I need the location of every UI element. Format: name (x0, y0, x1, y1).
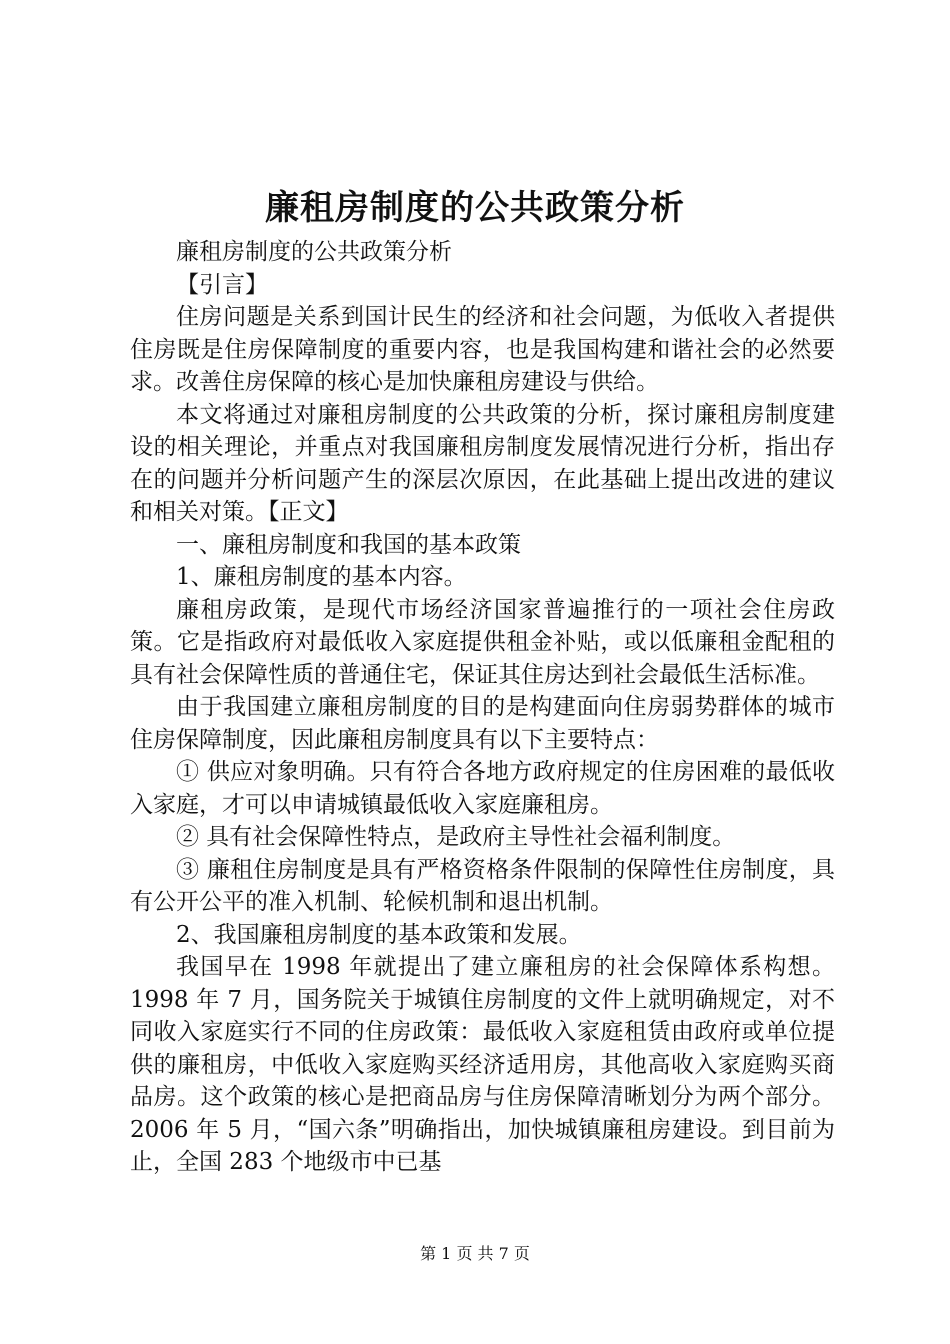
subsection-heading-2: 2、我国廉租房制度的基本政策和发展。 (176, 921, 582, 948)
document-title: 廉租房制度的公共政策分析 (265, 188, 685, 228)
page-footer: 第 1 页 共 7 页 (420, 1244, 530, 1263)
paragraph-introduction-heading: 【引言】 (176, 271, 268, 298)
subsection-heading-1: 1、廉租房制度的基本内容。 (176, 564, 467, 590)
document-body (130, 236, 835, 1179)
list-item-feature-1: ① 供应对象明确。只有符合各地方政府规定的住房困难的最低收入家庭，才可以申请城镇最低收入家庭廉租房。 (130, 759, 835, 818)
list-item-feature-2: ② 具有社会保障性特点，是政府主导性社会福利制度。 (176, 824, 736, 850)
paragraph-policy-definition: 廉租房政策，是现代市场经济国家普遍推行的一项社会住房政策。它是指政府对最低收入家庭提供租金补贴，或以低廉租金配租的具有社会保障性质的普通住宅，保证其住房达到社会最低生活标准。 (130, 596, 835, 688)
section-heading-1: 一、廉租房制度和我国的基本政策 (176, 531, 521, 558)
paragraph-features-intro: 由于我国建立廉租房制度的目的是构建面向住房弱势群体的城市住房保障制度，因此廉租房制度具有以下主要特点： (130, 694, 835, 753)
list-item-feature-3: ③ 廉租住房制度是具有严格资格条件限制的保障性住房制度，具有公开公平的准入机制、轮候机制和退出机制。 (130, 856, 835, 915)
paragraph-subtitle: 廉租房制度的公共政策分析 (176, 239, 452, 265)
paragraph-purpose: 本文将通过对廉租房制度的公共政策的分析，探讨廉租房制度建设的相关理论，并重点对我国廉租房制度发展情况进行分析，指出存在的问题并分析问题产生的深层次原因，在此基础上提出改进的建议和相关对策。【正文】 (130, 401, 835, 525)
paragraph-introduction: 住房问题是关系到国计民生的经济和社会问题，为低收入者提供住房既是住房保障制度的重要内容，也是我国构建和谐社会的必然要求。改善住房保障的核心是加快廉租房建设与供给。 (130, 304, 835, 395)
paragraph-history: 我国早在 1998 年就提出了建立廉租房的社会保障体系构想。1998 年 7 月，国务院关于城镇住房制度的文件上就明确规定，对不同收入家庭实行不同的住房政策：最低收入家庭租赁由政府或单位提供的廉租房，中低收入家庭购买经济适用房，其他高收入家庭购买商品房。这个政策的核心是把商品房与住房保障清晰划分为两个部分。2006 年 5 月，“国六条”明确指出，加快城镇廉租房建设。到目前为止，全国 283 个地级市中已基 (130, 954, 835, 1175)
